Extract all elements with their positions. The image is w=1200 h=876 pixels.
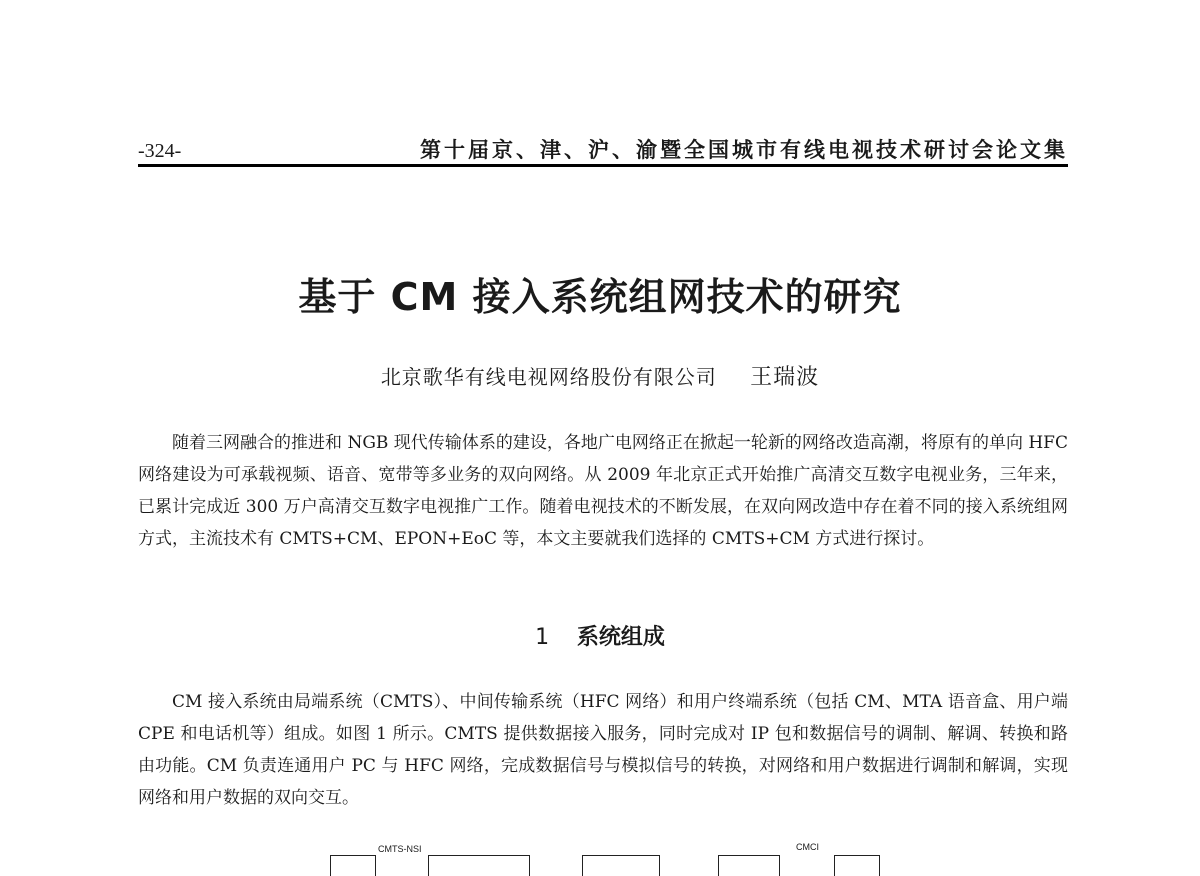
header-rule [138,164,1068,167]
abstract-paragraph: 随着三网融合的推进和 NGB 现代传输体系的建设，各地广电网络正在掀起一轮新的网络改造高潮，将原有的单向 HFC 网络建设为可承载视频、语音、宽带等多业务的双向网络。从 2009 年北京正式开始推广高清交互数字电视业务，三年来，已累计完成近 300 万户高清交互数字电视推广工作。随着电视技术的不断发展，在双向网改造中存在着不同的接入系统组网方式，主流技术有 CMTS+CM、EPON+EoC 等，本文主要就我们选择的 CMTS+CM 方式进行探讨。 [138,433,1068,549]
section-heading [0,620,1200,651]
running-header [138,128,1068,168]
section-title: 系统组成 [576,625,665,650]
page-number: -324- [138,140,182,162]
figure-label-cmts-nsi: CMTS-NSI [378,844,422,854]
body-paragraph: CM 接入系统由局端系统（CMTS）、中间传输系统（HFC 网络）和用户终端系统（包括 CM、MTA 语音盒、用户端 CPE 和电话机等）组成。如图 1 所示。CMTS 提供数据接入服务，同时完成对 IP 包和数据信号的调制、解调、转换和路由功能。CM 负责连通用户 PC 与 HFC 网络，完成数据信号与模拟信号的转换，对网络和用户数据进行调制和解调，实现网络和用户数据的双向交互。 [138,692,1068,808]
figure-label-cmci: CMCI [796,842,819,852]
section-number: 1 [535,625,550,650]
author-line [0,360,1200,391]
figure-1 [0,840,1200,873]
affiliation: 北京歌华有线电视网络股份有限公司 [380,365,717,389]
article-title: 基于 CM 接入系统组网技术的研究 [298,275,902,319]
running-title: 第十届京、津、沪、渝暨全国城市有线电视技术研讨会论文集 [420,137,1068,162]
author-name: 王瑞波 [750,365,820,390]
